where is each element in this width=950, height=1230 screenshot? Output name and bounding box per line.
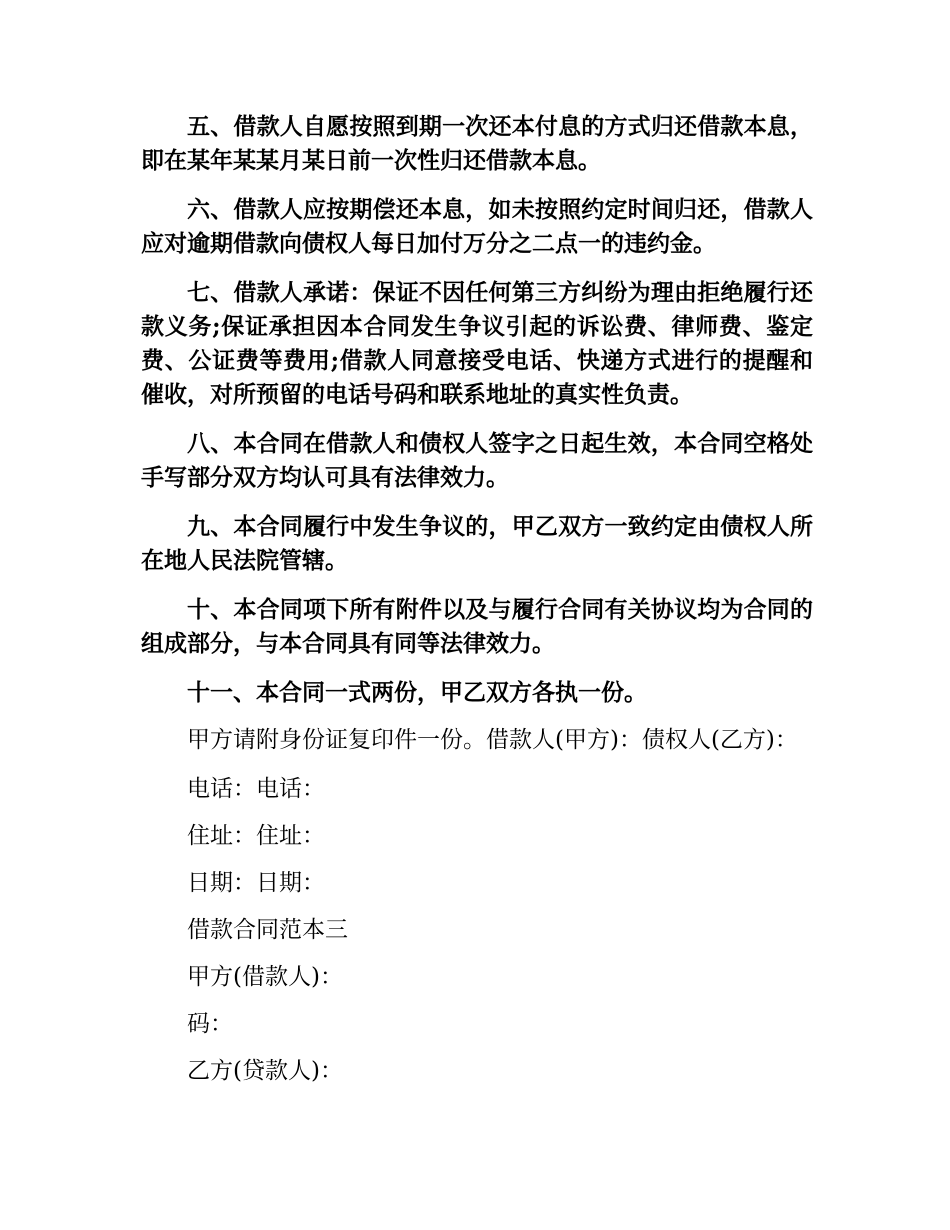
code-line: 码：	[187, 1011, 233, 1037]
date-line: 日期：日期：	[187, 870, 325, 896]
party-b-line: 乙方(贷款人)：	[187, 1058, 343, 1084]
clause-11-copies: 十一、本合同一式两份，甲乙双方各执一份。	[187, 679, 647, 706]
clause-8-effectiveness: 八、本合同在借款人和债权人签字之日起生效，本合同空格处手写部分双方均认可具有法律效力。	[141, 430, 813, 491]
id-copy-note: 甲方请附身份证复印件一份。借款人(甲方)：债权人(乙方)：	[187, 727, 798, 753]
clause-5-repayment-method: 五、借款人自愿按照到期一次还本付息的方式归还借款本息，即在某年某某月某日前一次性归还借款本息。	[141, 113, 813, 174]
phone-line: 电话：电话：	[187, 776, 325, 802]
clause-9-jurisdiction: 九、本合同履行中发生争议的，甲乙双方一致约定由债权人所在地人民法院管辖。	[141, 513, 813, 574]
clause-6-late-penalty: 六、借款人应按期偿还本息，如未按照约定时间归还，借款人应对逾期借款向债权人每日加付万分之二点一的违约金。	[141, 196, 813, 257]
party-a-line: 甲方(借款人)：	[187, 964, 343, 990]
template-3-title: 借款合同范本三	[187, 917, 348, 943]
document-page	[141, 110, 813, 1101]
clause-10-attachments: 十、本合同项下所有附件以及与履行合同有关协议均为合同的组成部分，与本合同具有同等法律效力。	[141, 596, 813, 657]
address-line: 住址：住址：	[187, 823, 325, 849]
clause-7-borrower-commitment: 七、借款人承诺：保证不因任何第三方纠纷为理由拒绝履行还款义务;保证承担因本合同发生争议引起的诉讼费、律师费、鉴定费、公证费等费用;借款人同意接受电话、快递方式进行的提醒和催收，对所预留的电话号码和联系地址的真实性负责。	[141, 279, 813, 408]
